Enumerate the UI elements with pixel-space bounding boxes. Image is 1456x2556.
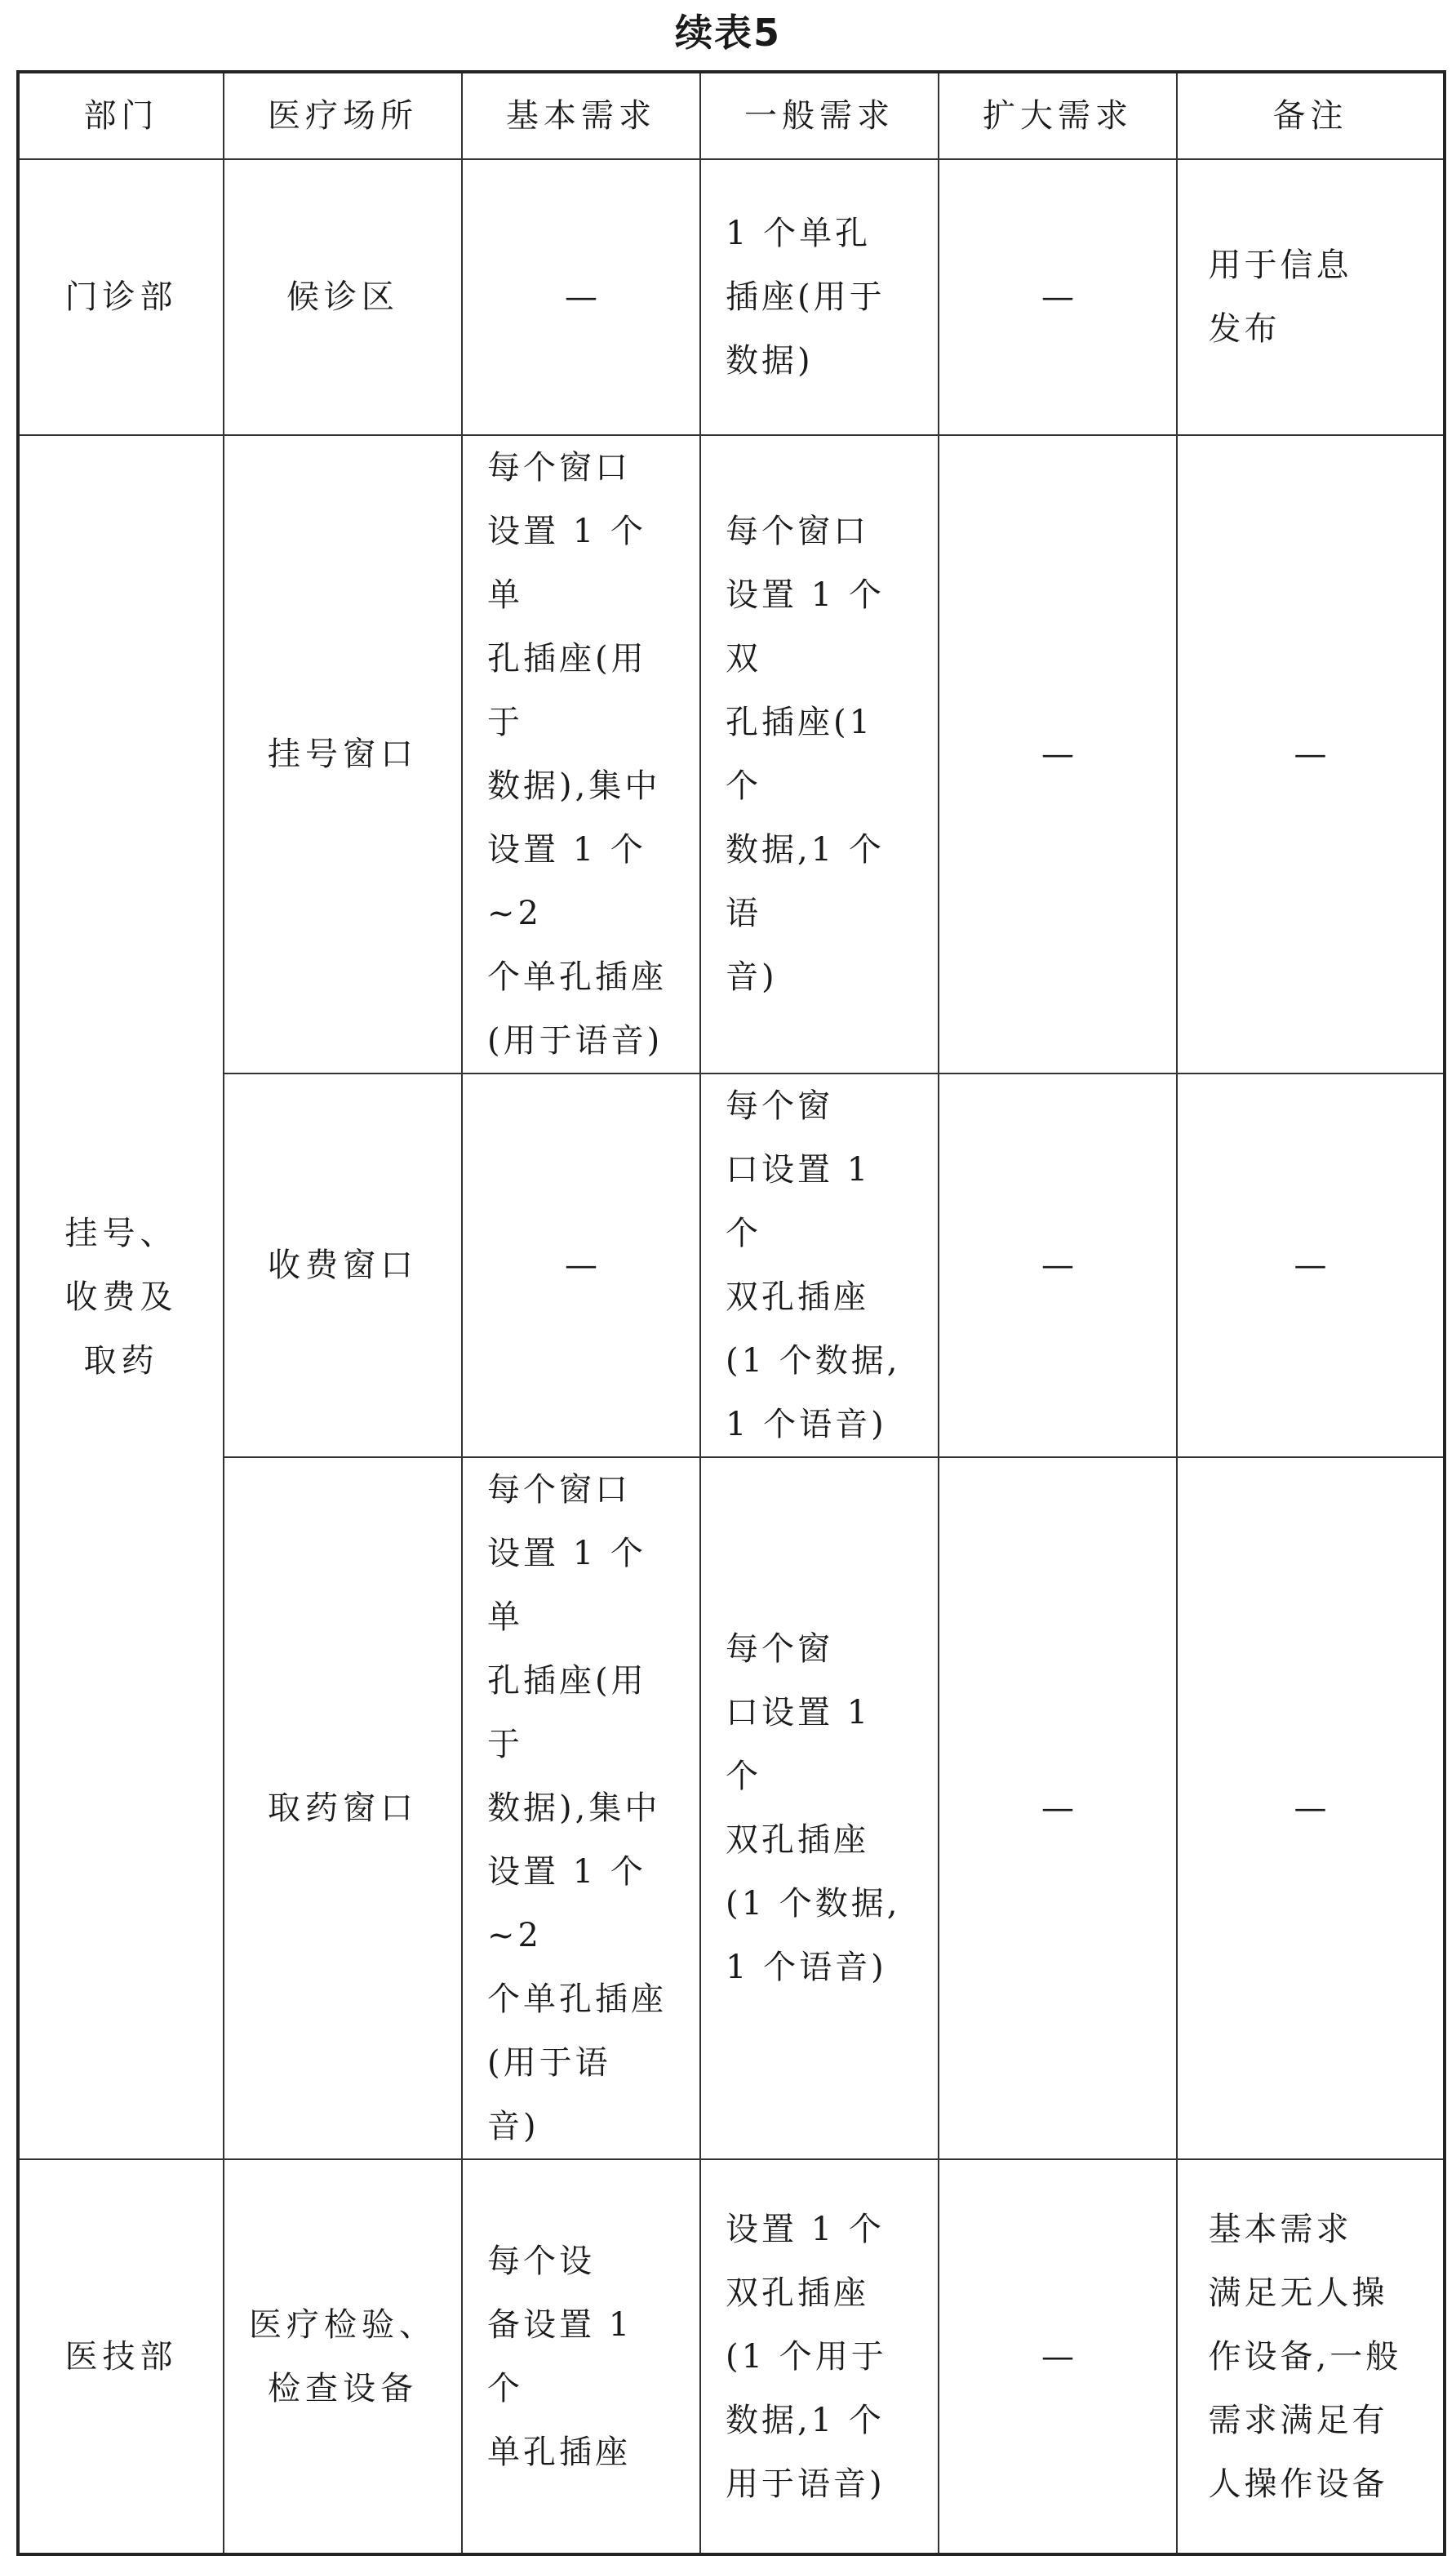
cell-expanded: —: [939, 1457, 1177, 2159]
requirements-table: [16, 70, 1446, 2556]
cell-place: 挂号窗口: [224, 435, 462, 1074]
cell-note: —: [1177, 1074, 1445, 1457]
table-row: [18, 2159, 1445, 2554]
cell-note: 基本需求 满足无人操 作设备,一般 需求满足有 人操作设备: [1208, 2210, 1402, 2503]
cell-general: 1 个单孔 插座(用于 数据): [726, 215, 886, 380]
cell-general: 设置 1 个 双孔插座 (1 个用于 数据,1 个 用于语音): [726, 2210, 887, 2503]
cell-note: —: [1177, 435, 1445, 1074]
cell-general: 每个窗 口设置 1 个 双孔插座 (1 个数据, 1 个语音): [726, 1087, 901, 1443]
cell-note: —: [1177, 1457, 1445, 2159]
cell-expanded: —: [939, 435, 1177, 1074]
cell-basic: —: [462, 1074, 700, 1457]
cell-place: 取药窗口: [224, 1457, 462, 2159]
header-place: 医疗场所: [224, 72, 462, 159]
cell-basic: 每个设 备设置 1 个 单孔插座: [487, 2242, 633, 2471]
cell-basic: —: [462, 159, 700, 435]
cell-note: 用于信息 发布: [1208, 247, 1352, 348]
header-note: 备注: [1177, 72, 1445, 159]
cell-general: 每个窗 口设置 1 个 双孔插座 (1 个数据, 1 个语音): [726, 1630, 901, 1986]
cell-expanded: —: [939, 1074, 1177, 1457]
cell-expanded: —: [939, 2159, 1177, 2554]
cell-general: 每个窗口 设置 1 个双 孔插座(1 个 数据,1 个语 音): [726, 513, 885, 996]
header-department: 部门: [18, 72, 224, 159]
header-basic: 基本需求: [462, 72, 700, 159]
header-general: 一般需求: [700, 72, 939, 159]
page-title: 续表5: [674, 11, 781, 55]
cell-department: 门诊部: [18, 159, 224, 435]
cell-department: 医技部: [18, 2159, 224, 2554]
header-expanded: 扩大需求: [939, 72, 1177, 159]
cell-basic: 每个窗口 设置 1 个单 孔插座(用于 数据),集中 设置 1 个~2 个单孔插座 (用于语音): [487, 449, 667, 1060]
cell-place: 医疗检验、 检查设备: [224, 2159, 462, 2554]
cell-place: 候诊区: [224, 159, 462, 435]
cell-department: 挂号、 收费及 取药: [18, 435, 224, 2159]
cell-basic: 每个窗口 设置 1 个单 孔插座(用于 数据),集中 设置 1 个~2 个单孔插座 (用于语 音): [487, 1471, 667, 2145]
table-row: [18, 1074, 1445, 1457]
table-header-row: [18, 72, 1445, 159]
table-row: [18, 1457, 1445, 2159]
cell-expanded: —: [939, 159, 1177, 435]
table-row: [18, 435, 1445, 1074]
cell-place: 收费窗口: [224, 1074, 462, 1457]
table-row: [18, 159, 1445, 435]
